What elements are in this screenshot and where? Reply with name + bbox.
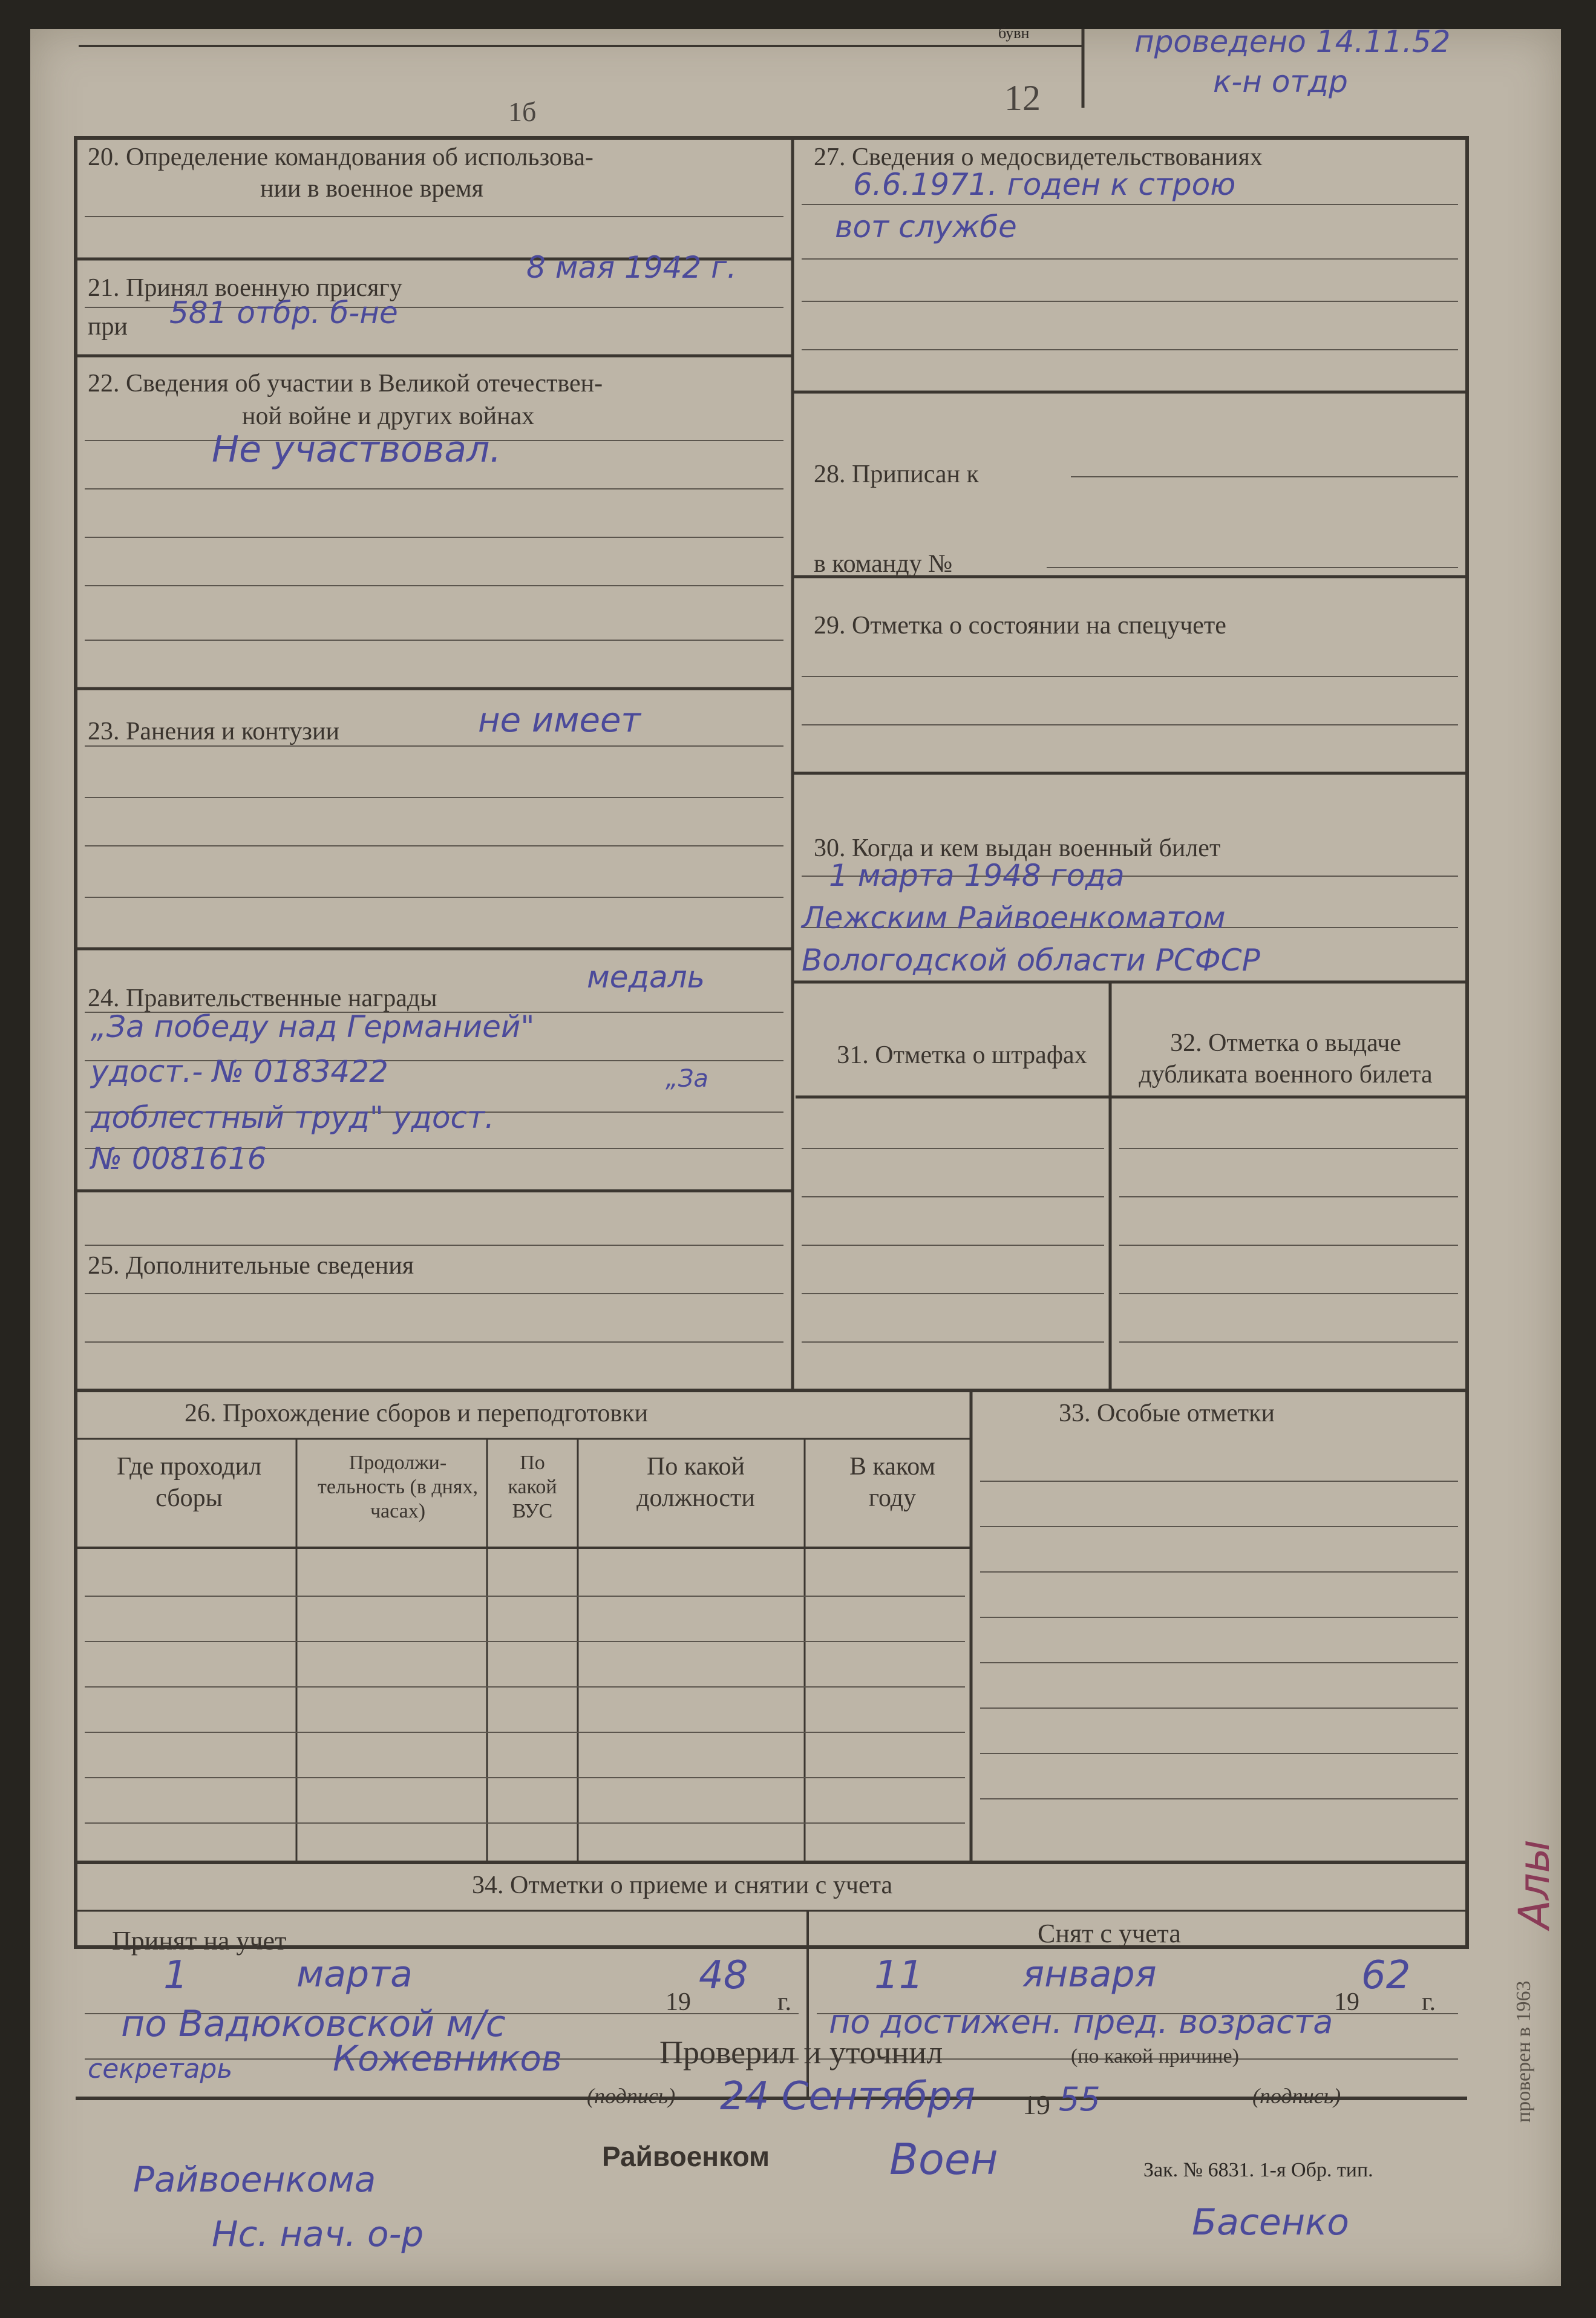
verified-year: 55 <box>1059 2080 1101 2118</box>
check-note-line2: к-н отдр <box>1213 64 1348 99</box>
section33-label: 33. Особые отметки <box>1059 1400 1275 1427</box>
awards-line5: № 0081616 <box>91 1141 267 1176</box>
awards-line1: медаль <box>587 960 705 995</box>
vertical-signature: Алы <box>1509 1839 1559 1929</box>
wounds-value: не имеет <box>478 701 641 740</box>
removed-g: г. <box>1422 1988 1436 2016</box>
verified-signature: Воен <box>889 2135 998 2184</box>
printer-mark: Зак. № 6831. 1-я Обр. тип. <box>1143 2159 1373 2181</box>
accepted-day: 1 <box>163 1953 188 1998</box>
bottom-left-line1: Райвоенкома <box>133 2159 376 2200</box>
bottom-left-line2: Нс. нач. о-р <box>212 2213 424 2254</box>
verified-label: Проверил и уточнил <box>659 2034 943 2071</box>
removed-day: 11 <box>874 1953 924 1998</box>
section28-label-line1: 28. Приписан к <box>814 460 979 488</box>
section26-col-where: Где проходил сборы <box>116 1453 262 1512</box>
section28-label-line2: в команду № <box>814 550 953 578</box>
war-participation: Не участвовал. <box>212 428 502 471</box>
accepted-sign-role: секретарь <box>88 2054 233 2084</box>
section29-label: 29. Отметка о состоянии на спецучете <box>814 612 1226 640</box>
accepted-title: Принят на учет <box>112 1926 287 1956</box>
header-number-right: 12 <box>1004 78 1041 118</box>
accepted-year: 48 <box>699 1953 748 1998</box>
military-record-card <box>30 24 1561 2286</box>
accepted-month: марта <box>296 1953 413 1996</box>
section34-label: 34. Отметки о приеме и снятии с учета <box>472 1871 893 1899</box>
removed-year: 62 <box>1361 1953 1411 1998</box>
awards-line4: доблестный труд" удост. <box>91 1100 495 1135</box>
section30-label: 30. Когда и кем выдан военный билет <box>814 834 1221 862</box>
accepted-g: г. <box>777 1988 791 2016</box>
section20-label-line1: 20. Определение командования об использова- <box>88 143 594 171</box>
verified-year-prefix: 19 <box>1022 2089 1050 2120</box>
section22-label-line1: 22. Сведения об участии в Великой отечествен- <box>88 370 603 398</box>
section23-label: 23. Ранения и контузии <box>88 718 339 745</box>
oath-date: 8 мая 1942 г. <box>526 250 737 285</box>
section31-label: 31. Отметка о штрафах <box>837 1041 1087 1069</box>
header-stamp-partial: бувн <box>998 24 1030 42</box>
removed-year-prefix: 19 <box>1334 1988 1359 2016</box>
accepted-place: по Вадюковской м/с <box>121 2003 506 2045</box>
section26-col-duration: Продолжи- тельность (в днях, часах) <box>318 1452 478 1522</box>
section32-label: 32. Отметка о выдаче дубликата военного билета <box>1139 1029 1433 1089</box>
bottom-right-signature: Басенко <box>1192 2201 1350 2244</box>
section20-label-line2: нии в военное время <box>260 175 483 203</box>
removed-reason-caption: (по какой причине) <box>1071 2045 1239 2068</box>
awards-line2: „За победу над Германией" <box>91 1009 535 1044</box>
section26-col-vus: По какой ВУС <box>508 1452 557 1522</box>
section26-col-position: По какой должности <box>636 1453 755 1512</box>
section26-label: 26. Прохождение сборов и переподготовки <box>185 1400 649 1427</box>
accepted-year-prefix: 19 <box>666 1988 691 2016</box>
header-number-left: 1б <box>508 96 537 127</box>
awards-line3: удост.- № 0183422 <box>91 1054 388 1089</box>
medical-line1: 6.6.1971. годен к строю <box>853 167 1236 202</box>
check-note-line1: проведено 14.11.52 <box>1134 24 1451 59</box>
issued-by-line2: Вологодской области РСФСР <box>802 943 1260 978</box>
removed-title: Снят с учета <box>1038 1919 1181 1948</box>
section24-label: 24. Правительственные награды <box>88 984 437 1012</box>
issued-date: 1 марта 1948 года <box>829 858 1125 893</box>
accepted-signature-caption: (подпись) <box>587 2084 676 2108</box>
section21-label-line2: при <box>88 313 128 341</box>
section26-col-year: В каком году <box>849 1453 935 1512</box>
removed-signature-caption: (подпись) <box>1252 2084 1341 2108</box>
removed-reason: по достижен. пред. возраста <box>829 2003 1333 2041</box>
oath-unit: 581 отбр. б-не <box>169 295 398 330</box>
removed-month: января <box>1022 1953 1157 1996</box>
issued-by-line1: Лежским Райвоенкоматом <box>802 900 1226 935</box>
medical-line2: вот службе <box>835 209 1017 244</box>
verified-date: 24 Сентября <box>720 2074 976 2119</box>
awards-line4-prefix: „За <box>666 1065 708 1093</box>
verified-role: Райвоенком <box>602 2141 770 2172</box>
section25-label: 25. Дополнительные сведения <box>88 1252 414 1280</box>
vertical-check-stamp: проверен в 1963 <box>1513 1980 1535 2123</box>
section27-label: 27. Сведения о медосвидетельствованиях <box>814 143 1263 171</box>
accepted-signature: Кожевников <box>333 2038 563 2079</box>
section22-label-line2: ной войне и других войнах <box>242 402 535 430</box>
section21-label-line1: 21. Принял военную присягу <box>88 274 402 302</box>
